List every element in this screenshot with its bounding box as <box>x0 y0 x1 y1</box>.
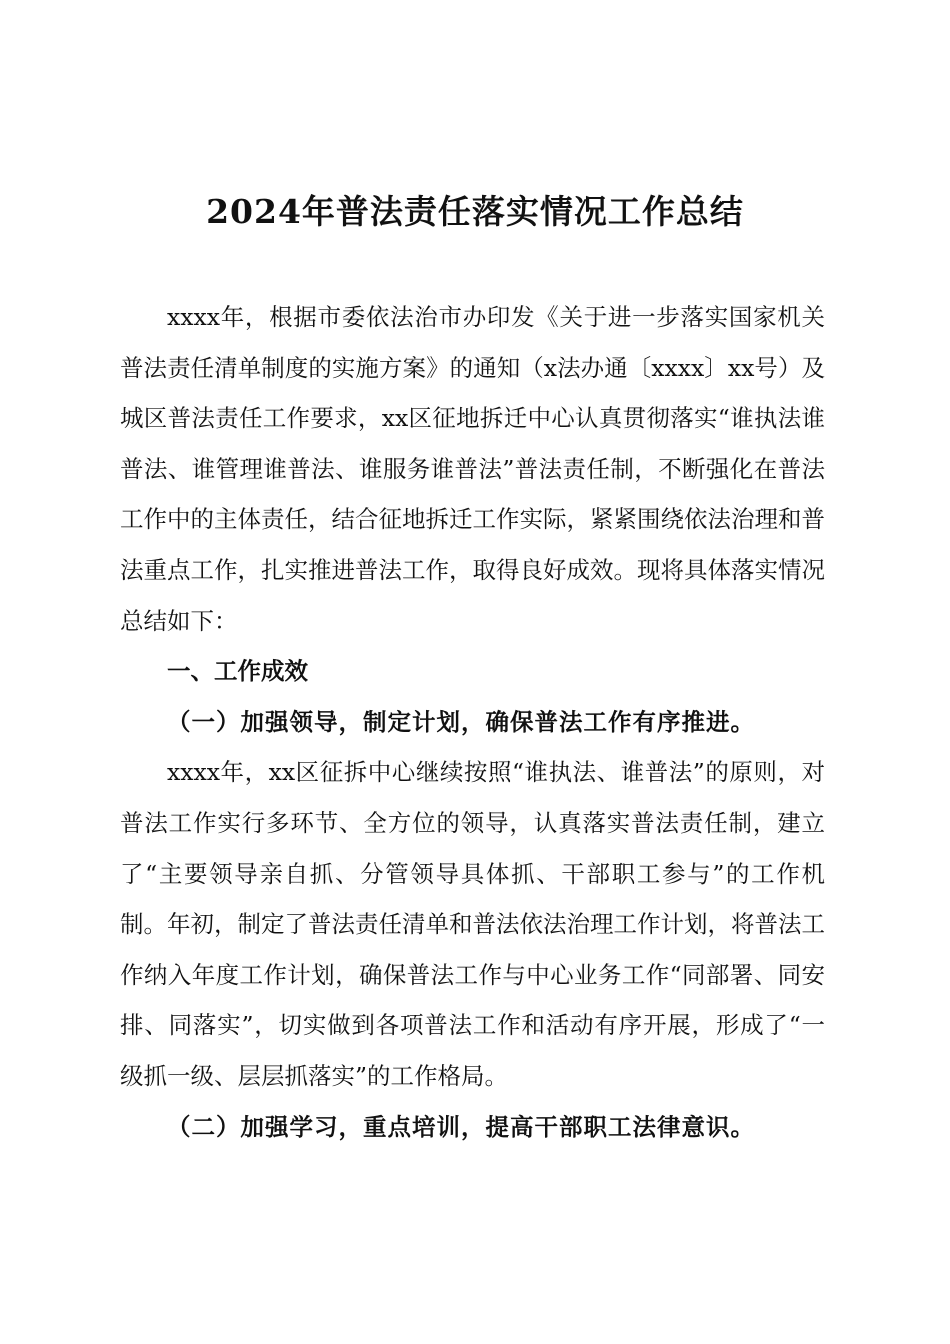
intro-paragraph: xxxx年，根据市委依法治市办印发《关于进一步落实国家机关普法责任清单制度的实施方案》的通知（x法办通〔xxxx〕xx号）及城区普法责任工作要求，xx区征地拆迁中心认真贯彻落实“谁执法谁普法、谁管理谁普法、谁服务谁普法”普法责任制，不断强化在普法工作中的主体责任，结合征地拆迁工作实际，紧紧围绕依法治理和普法重点工作，扎实推进普法工作，取得良好成效。现将具体落实情况总结如下： <box>120 303 825 635</box>
document-body <box>120 292 825 1152</box>
section-heading-1: 一、工作成效 <box>167 657 308 686</box>
document-title: 2024年普法责任落实情况工作总结 <box>206 192 744 231</box>
subsection-1-paragraph: xxxx年，xx区征拆中心继续按照“谁执法、谁普法”的原则，对普法工作实行多环节、全方位的领导，认真落实普法责任制，建立了“主要领导亲自抓、分管领导具体抓、干部职工参与”的工作机制。年初，制定了普法责任清单和普法依法治理工作计划，将普法工作纳入年度工作计划，确保普法工作与中心业务工作“同部署、同安排、同落实”，切实做到各项普法工作和活动有序开展，形成了“一级抓一级、层层抓落实”的工作格局。 <box>120 758 825 1090</box>
subsection-heading-1: （一）加强领导，制定计划，确保普法工作有序推进。 <box>167 707 755 736</box>
subsection-heading-2: （二）加强学习，重点培训，提高干部职工法律意识。 <box>167 1112 755 1141</box>
